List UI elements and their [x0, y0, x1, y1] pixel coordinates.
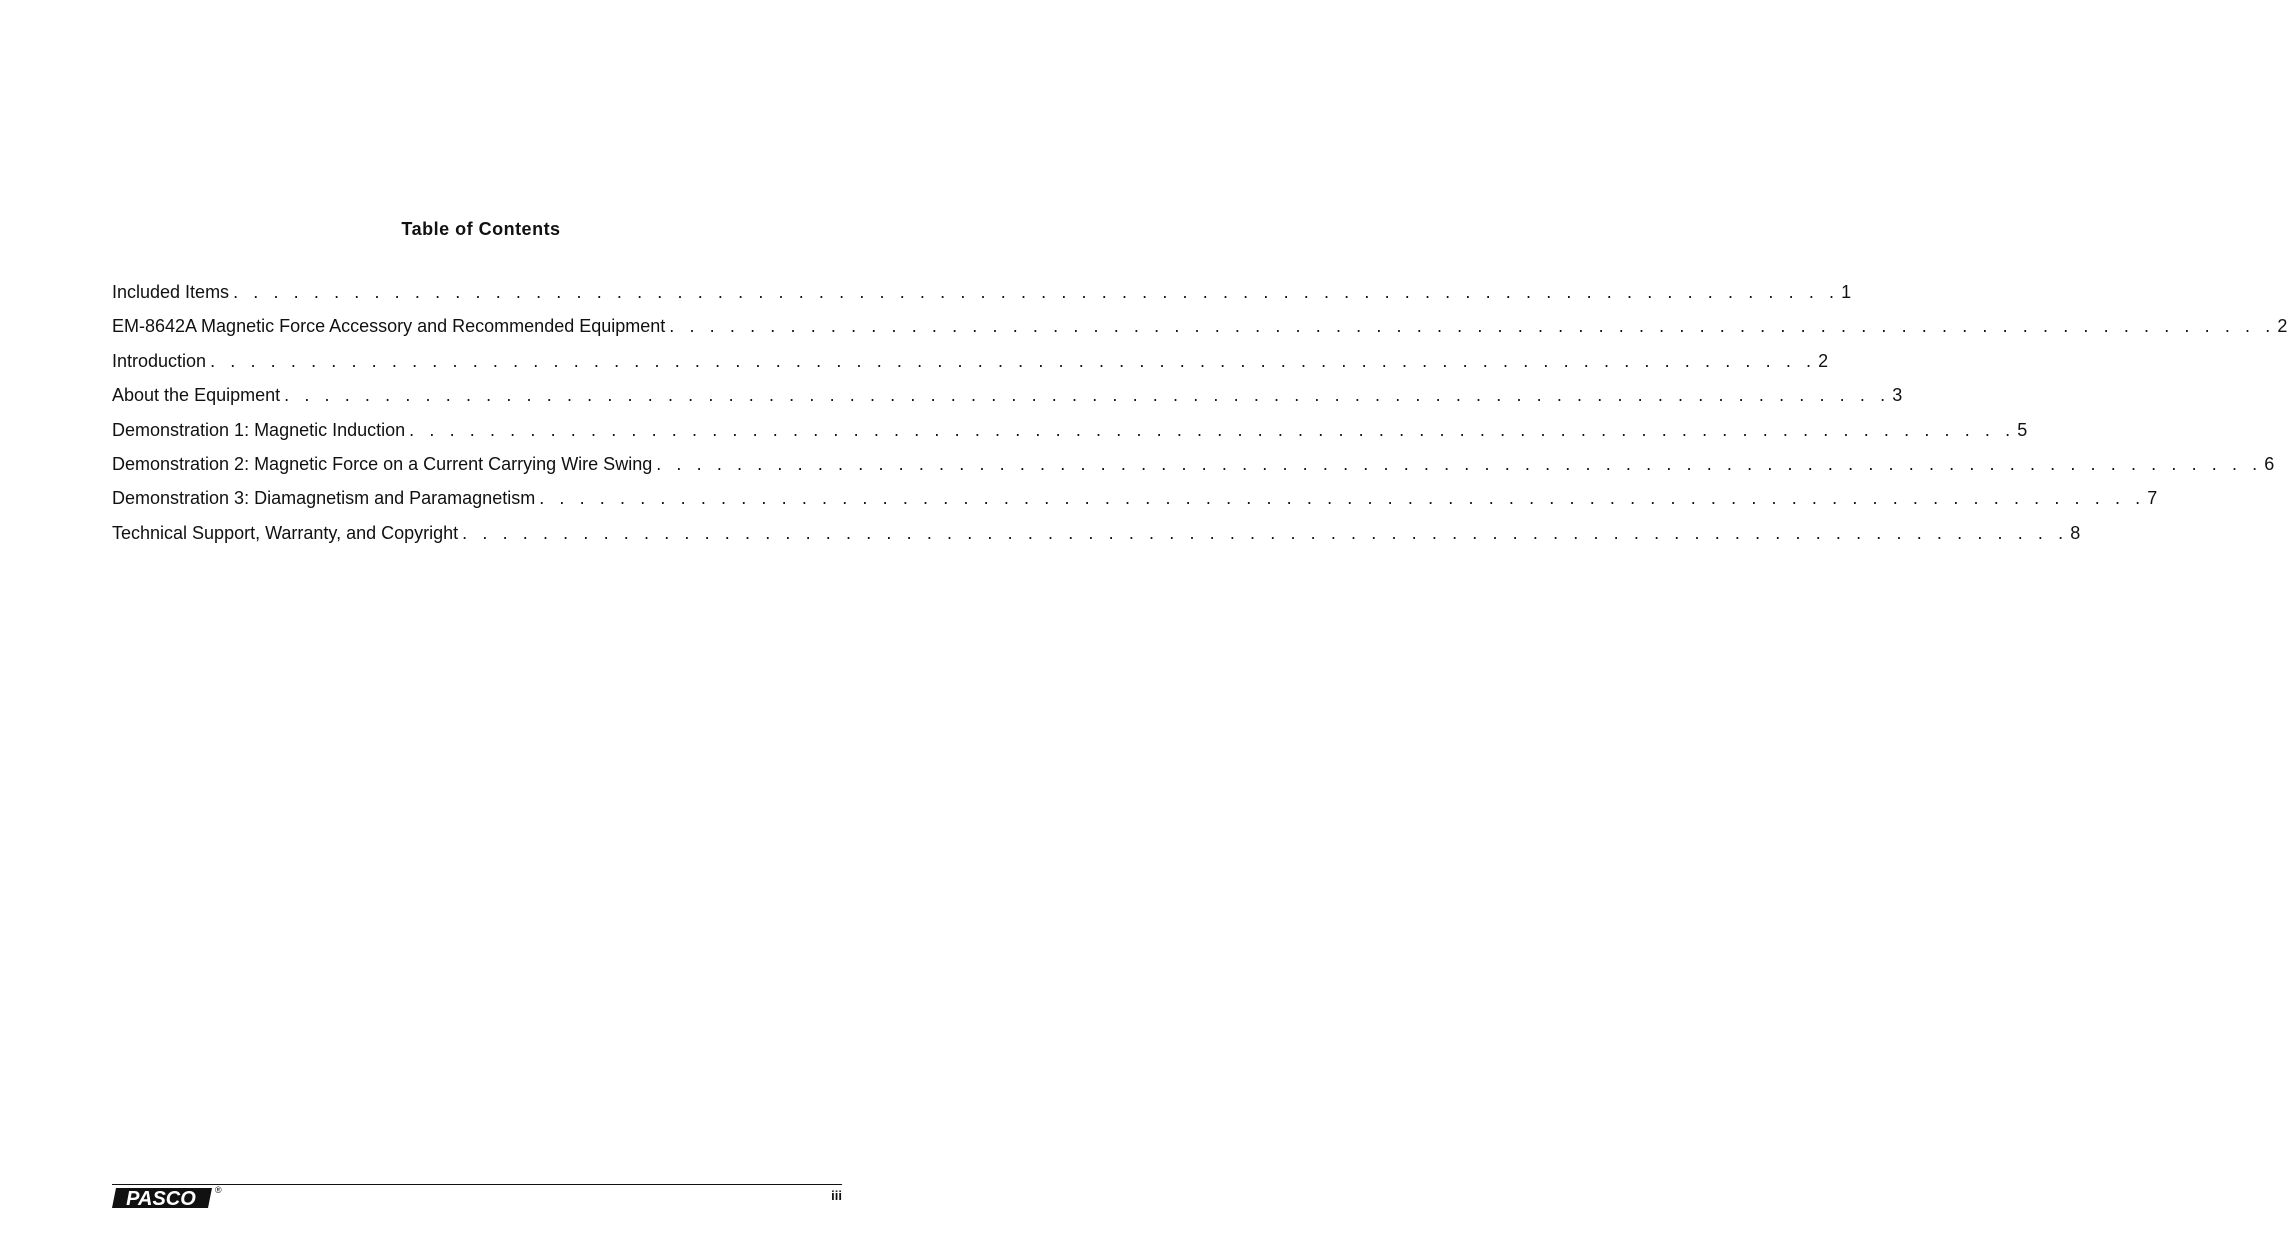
toc-entry-page: 5 [2017, 419, 2028, 440]
dot-leader: . . . . . . . . . . . . . . . . . . . . . . . . . . . . . . . . . . . . . . . . . . . . . . . . . . . . . . . . . . . . . . . . . . . . . . . . . . . . . . . . [656, 453, 2263, 474]
toc-entry-label: Introduction [112, 350, 207, 371]
toc-entry[interactable] [112, 385, 1903, 419]
toc-entry-page: 6 [2264, 453, 2275, 474]
toc-entry[interactable] [112, 282, 1852, 316]
dot-leader: . . . . . . . . . . . . . . . . . . . . . . . . . . . . . . . . . . . . . . . . . . . . . . . . . . . . . . . . . . . . . . . . . . . . . . . . . . . . . . . . [539, 488, 2146, 509]
toc-entry-label: Included Items [112, 282, 230, 302]
toc-entry[interactable] [112, 350, 1829, 385]
toc-entry-page: 3 [1892, 385, 1903, 406]
dot-leader: . . . . . . . . . . . . . . . . . . . . . . . . . . . . . . . . . . . . . . . . . . . . . . . . . . . . . . . . . . . . . . . . . . . . . . . . . . . . . . . . [669, 316, 2276, 337]
toc-list [112, 282, 2287, 557]
toc-entry-page: 2 [2277, 316, 2287, 337]
toc-entry[interactable] [112, 316, 2287, 350]
dot-leader: . . . . . . . . . . . . . . . . . . . . . . . . . . . . . . . . . . . . . . . . . . . . . . . . . . . . . . . . . . . . . . . . . . . . . . . . . . . . . . . . [409, 419, 2016, 440]
toc-entry-label: Technical Support, Warranty, and Copyright [112, 522, 459, 543]
dot-leader: . . . . . . . . . . . . . . . . . . . . . . . . . . . . . . . . . . . . . . . . . . . . . . . . . . . . . . . . . . . . . . . . . . . . . . . . . . . . . . . . [233, 282, 1840, 302]
toc-entry[interactable] [112, 522, 2081, 557]
toc-entry-page: 7 [2147, 488, 2158, 509]
toc-entry[interactable] [112, 453, 2275, 488]
toc-entry[interactable] [112, 419, 2028, 454]
toc-entry-page: 8 [2070, 522, 2081, 543]
dot-leader: . . . . . . . . . . . . . . . . . . . . . . . . . . . . . . . . . . . . . . . . . . . . . . . . . . . . . . . . . . . . . . . . . . . . . . . . . . . . . . . . [210, 350, 1817, 371]
toc-entry-page: 2 [1818, 350, 1829, 371]
toc-entry-label: Demonstration 2: Magnetic Force on a Current Carrying Wire Swing [112, 453, 653, 474]
toc-entry-label: Demonstration 1: Magnetic Induction [112, 419, 406, 440]
logo-text: PASCO [126, 1188, 196, 1210]
toc-entry[interactable] [112, 488, 2158, 522]
dot-leader: . . . . . . . . . . . . . . . . . . . . . . . . . . . . . . . . . . . . . . . . . . . . . . . . . . . . . . . . . . . . . . . . . . . . . . . . . . . . . . . . [462, 522, 2069, 543]
page-title: Table of Contents [401, 219, 561, 239]
toc-entry-label: About the Equipment [112, 385, 281, 406]
page-number: iii [831, 1188, 842, 1203]
toc-entry-label: EM-8642A Magnetic Force Accessory and Recommended Equipment [112, 316, 666, 337]
toc-entry-page: 1 [1841, 282, 1852, 302]
toc-entry-label: Demonstration 3: Diamagnetism and Paramagnetism [112, 488, 536, 509]
pasco-logo [112, 1186, 212, 1210]
registered-mark: ® [215, 1185, 222, 1195]
dot-leader: . . . . . . . . . . . . . . . . . . . . . . . . . . . . . . . . . . . . . . . . . . . . . . . . . . . . . . . . . . . . . . . . . . . . . . . . . . . . . . . . [284, 385, 1891, 406]
